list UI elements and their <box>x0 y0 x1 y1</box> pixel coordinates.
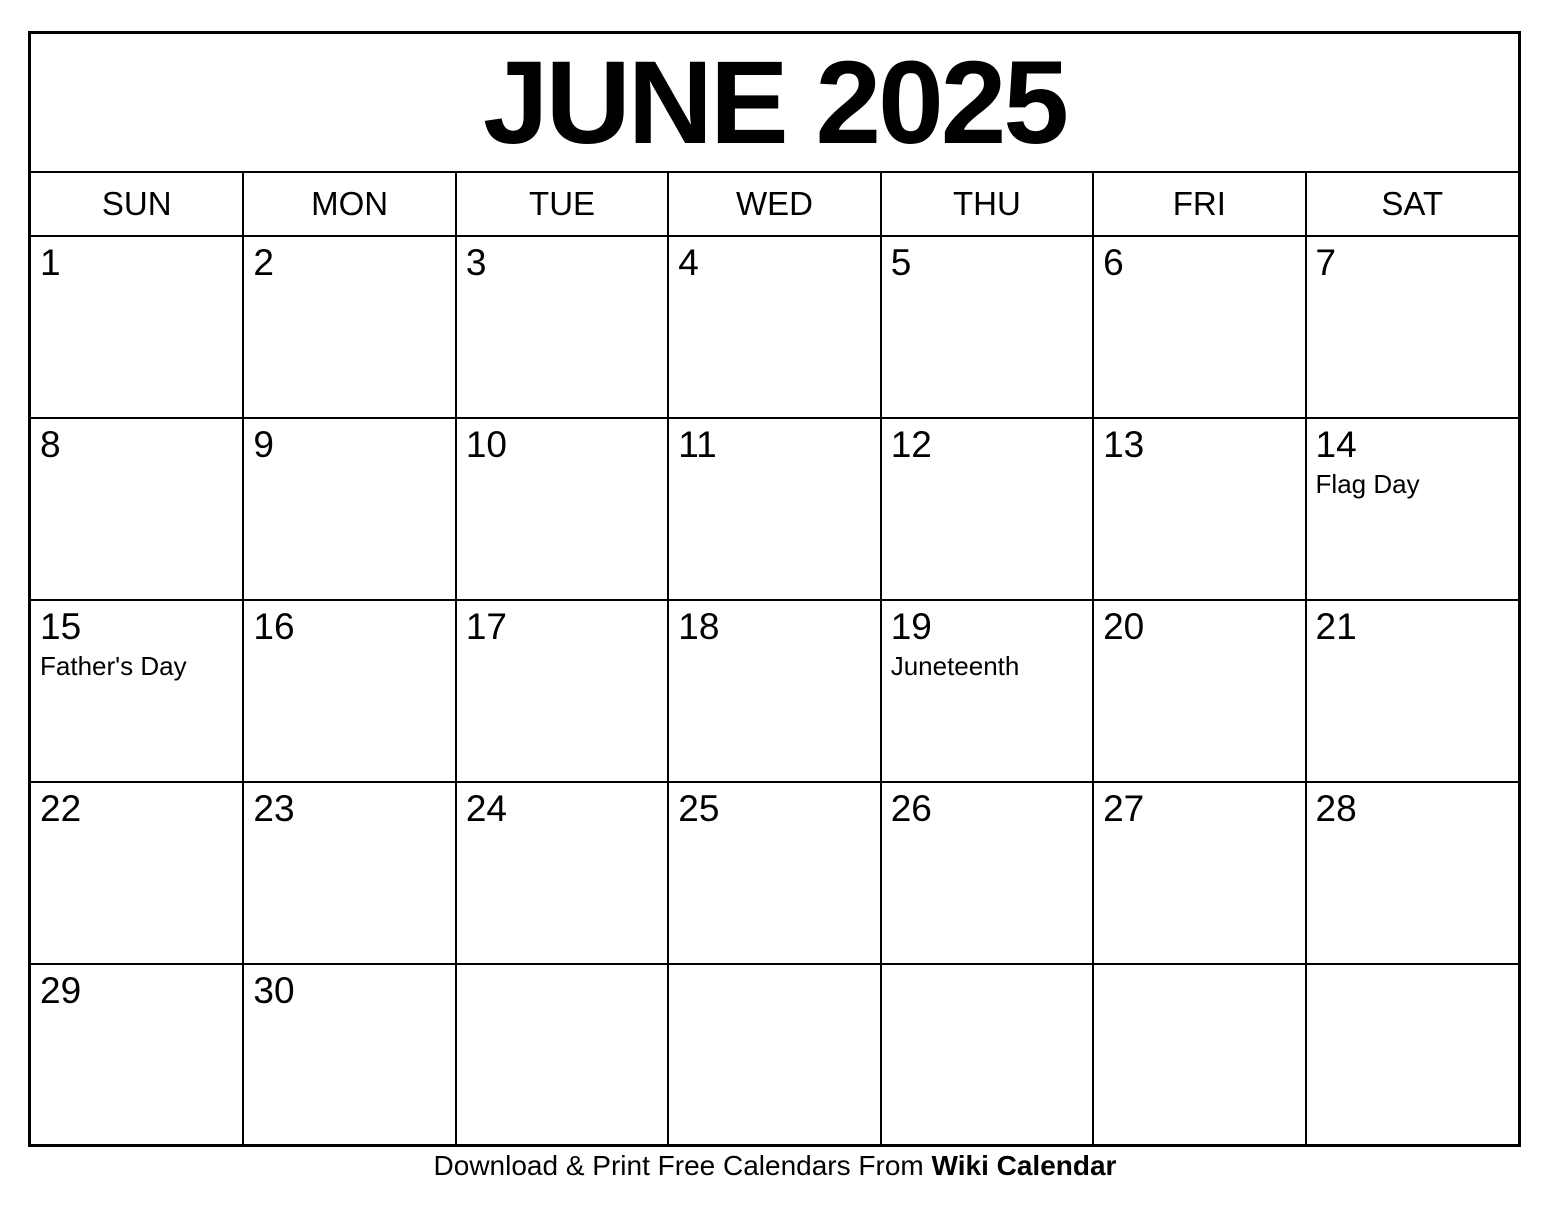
day-cell <box>243 964 455 1146</box>
day-number: 3 <box>465 242 487 283</box>
day-cell <box>1093 782 1305 964</box>
day-cell <box>881 782 1093 964</box>
day-number: 12 <box>890 424 932 465</box>
weekday-thu: THU <box>881 173 1093 236</box>
day-number: 15 <box>40 606 82 647</box>
day-number: 16 <box>253 606 295 647</box>
day-number: 21 <box>1315 606 1357 647</box>
day-cell <box>31 782 243 964</box>
day-number: 4 <box>678 242 699 283</box>
day-cell <box>668 782 880 964</box>
day-cell <box>31 236 243 418</box>
day-cell <box>1093 964 1305 1146</box>
day-number: 1 <box>40 242 61 283</box>
day-number: 23 <box>253 788 295 829</box>
day-number: 27 <box>1103 788 1145 829</box>
day-cell <box>1093 600 1305 782</box>
day-number: 24 <box>465 788 507 829</box>
week-row <box>31 782 1518 964</box>
weekday-sat: SAT <box>1306 173 1518 236</box>
day-cell <box>456 782 668 964</box>
day-number: 7 <box>1315 242 1337 283</box>
day-cell <box>881 236 1093 418</box>
day-number: 13 <box>1103 424 1145 465</box>
day-number: 2 <box>253 242 274 283</box>
weekday-sun: SUN <box>31 173 243 236</box>
day-cell <box>456 600 668 782</box>
day-cell <box>1306 964 1518 1146</box>
day-number: 28 <box>1315 788 1357 829</box>
day-cell <box>668 236 880 418</box>
day-cell <box>881 964 1093 1146</box>
day-number: 22 <box>40 788 82 829</box>
day-cell <box>668 418 880 600</box>
day-cell <box>881 600 1093 782</box>
day-cell <box>31 964 243 1146</box>
calendar-title: JUNE 2025 <box>31 34 1518 173</box>
day-number: 6 <box>1103 242 1124 283</box>
footer <box>0 1150 1550 1182</box>
footer-brand: Wiki Calendar <box>931 1150 1117 1181</box>
day-number: 14 <box>1315 424 1357 465</box>
week-row <box>31 236 1518 418</box>
day-number: 5 <box>890 242 912 283</box>
day-cell <box>456 236 668 418</box>
day-number: 8 <box>40 424 61 465</box>
day-number: 17 <box>465 606 507 647</box>
day-cell <box>1093 418 1305 600</box>
day-cell <box>31 418 243 600</box>
day-cell <box>243 236 455 418</box>
calendar-grid <box>31 173 1518 1146</box>
day-cell <box>456 964 668 1146</box>
day-number: 18 <box>678 606 720 647</box>
week-row <box>31 600 1518 782</box>
week-row <box>31 418 1518 600</box>
day-number: 9 <box>253 424 274 465</box>
day-number: 30 <box>253 970 295 1011</box>
day-cell <box>31 600 243 782</box>
day-cell <box>668 964 880 1146</box>
day-number: 11 <box>678 424 717 465</box>
day-number: 29 <box>40 970 82 1011</box>
weekday-mon: MON <box>243 173 455 236</box>
day-cell <box>881 418 1093 600</box>
day-number: 20 <box>1103 606 1145 647</box>
day-cell <box>1093 236 1305 418</box>
day-cell <box>1306 236 1518 418</box>
day-cell <box>243 600 455 782</box>
weekday-fri: FRI <box>1093 173 1305 236</box>
week-row <box>31 964 1518 1146</box>
day-cell <box>243 782 455 964</box>
holiday-label: Flag Day <box>1315 469 1420 500</box>
calendar <box>28 31 1521 1147</box>
weekday-tue: TUE <box>456 173 668 236</box>
weekday-wed: WED <box>668 173 880 236</box>
day-cell <box>1306 418 1518 600</box>
day-cell <box>243 418 455 600</box>
day-number: 25 <box>678 788 720 829</box>
weekday-header-row <box>31 173 1518 236</box>
holiday-label: Juneteenth <box>890 651 1020 682</box>
day-cell <box>668 600 880 782</box>
day-number: 26 <box>890 788 932 829</box>
footer-text: Download & Print Free Calendars From <box>433 1150 932 1181</box>
day-number: 19 <box>890 606 932 647</box>
day-cell <box>456 418 668 600</box>
day-cell <box>1306 600 1518 782</box>
holiday-label: Father's Day <box>40 651 187 682</box>
day-cell <box>1306 782 1518 964</box>
day-number: 10 <box>465 424 507 465</box>
